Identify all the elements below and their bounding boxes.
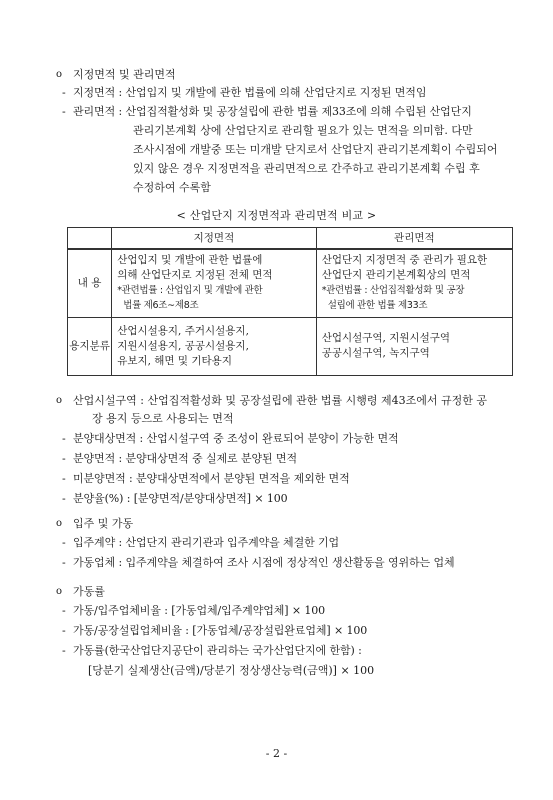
- dash-mark: -: [62, 624, 66, 637]
- section-designated-managed-area: [40, 66, 520, 196]
- table-cell: [112, 317, 317, 375]
- cell-line: 산업시설용지, 주거시설용지,: [117, 324, 249, 337]
- item-text: 있지 않은 경우 지정면적을 관리면적으로 간주하고 관리기본계획 수립 후: [133, 162, 480, 175]
- cell-note: 설립에 관한 법률 제33조: [327, 300, 428, 312]
- row-label: 내 용: [68, 249, 112, 317]
- list-item: - 지정면적 : 산업입지 및 개발에 관한 법률에 의해 산업단지로 지정된 면적임: [62, 86, 427, 99]
- item-text: 입주계약 : 산업단지 관리기관과 입주계약을 체결한 기업: [73, 536, 340, 549]
- item-text: 가동/입주업체비율 : [가동업체/입주계약업체] × 100: [73, 604, 326, 617]
- section-heading: [40, 515, 520, 532]
- heading-text: 산업시설구역 : 산업집적활성화 및 공장설립에 관한 법률 시행령 제43조에서 규정한 공: [73, 394, 487, 407]
- item-text: 가동업체 : 입주계약을 체결하여 조사 시점에 정상적인 생산활동을 영위하는 업체: [73, 556, 455, 569]
- item-label: 지정면적: [73, 86, 116, 99]
- section-heading: [40, 583, 520, 600]
- dash-mark: -: [62, 644, 66, 657]
- cell-line: 유보지, 해면 및 기타용지: [117, 354, 232, 367]
- table-title: < 산업단지 지정면적과 관리면적 비교 >: [176, 209, 377, 222]
- dash-mark: -: [62, 105, 66, 118]
- item-text: 분양율(%) : [분양면적/분양대상면적] × 100: [73, 492, 288, 505]
- item-label: 관리면적: [73, 105, 116, 118]
- item-text: 분양대상면적 : 산업시설구역 중 조성이 완료되어 분양이 가능한 면적: [73, 432, 399, 445]
- cell-line: 산업입지 및 개발에 관한 법률에: [117, 254, 263, 267]
- list-item: [40, 622, 520, 639]
- dash-mark: -: [62, 472, 66, 485]
- list-item: [40, 534, 520, 551]
- dash-mark: -: [62, 556, 66, 569]
- table-header-cell: [68, 228, 112, 250]
- table-header-cell: 지정면적: [112, 228, 317, 250]
- cell-line: 산업단지 지정면적 중 관리가 필요한: [321, 254, 488, 267]
- list-item: [40, 554, 520, 571]
- bullet-mark: o: [56, 395, 63, 406]
- comparison-table: [67, 227, 513, 376]
- dash-mark: -: [62, 432, 66, 445]
- item-text: 수정하여 수록함: [133, 181, 211, 194]
- table-cell: [112, 249, 317, 317]
- list-item: [40, 450, 520, 467]
- row-label: 용지분류: [68, 317, 112, 375]
- list-item: [40, 642, 520, 659]
- section-occupancy-operation: [40, 515, 520, 571]
- cell-note: 법률 제6조∼제8조: [123, 300, 199, 312]
- cell-line: 산업시설구역, 지원시설구역: [321, 332, 451, 344]
- dash-mark: -: [62, 492, 66, 505]
- item-text: 미분양면적 : 분양대상면적에서 분양된 면적을 제외한 면적: [73, 472, 350, 485]
- table-header-row: [68, 228, 513, 250]
- cell-line: 의해 산업단지로 지정된 전체 면적: [117, 269, 273, 282]
- section-heading: [40, 66, 520, 83]
- item-text: 관리기본계획 상에 산업단지로 관리할 필요가 있는 면적을 의미함. 다만: [133, 124, 473, 137]
- cell-note: *관련법률 : 산업집적활성화 및 공장: [321, 285, 465, 297]
- heading-text: 가동률: [73, 585, 105, 598]
- list-item: [40, 602, 520, 619]
- item-text: 조사시점에 개발중 또는 미개발 단지로서 산업단지 관리기본계획이 수립되어: [133, 143, 498, 156]
- table-row: [68, 249, 513, 317]
- cell-line: 공공시설구역, 녹지구역: [321, 347, 430, 359]
- section-heading: [40, 392, 520, 409]
- cell-note: *관련법률 : 산업입지 및 개발에 관한: [117, 285, 263, 297]
- table-header-cell: 관리면적: [316, 228, 512, 250]
- dash-mark: -: [62, 86, 66, 99]
- cell-line: 지원시설용지, 공공시설용지,: [117, 339, 249, 352]
- list-item: - 관리면적 : 산업집적활성화 및 공장설립에 관한 법률 제33조에 의해 수립된 산업단지 관리기본계획 상에 산업단지로 관리할 필요가 있는 면적을 의미함. 다만 조사시점에 개발중 또는 미개발 단지로서 산업단지 관리기본계획이 수립되어 있지 않은 경우 지정면적을 관리면적으로 간주하고 관리기본계획 수립 후 수정하여 수록함: [40, 103, 520, 196]
- page-number: - 2 -: [265, 747, 288, 760]
- item-text: 산업입지 및 개발에 관한 법률에 의해 산업단지로 지정된 면적임: [125, 86, 427, 99]
- dash-mark: -: [62, 536, 66, 549]
- bullet-mark: o: [56, 586, 63, 597]
- bullet-mark: o: [56, 518, 63, 529]
- bullet-mark: o: [56, 69, 63, 80]
- section-operation-rate: [40, 583, 520, 679]
- list-item: [40, 430, 520, 447]
- heading-continuation: 장 용지 등으로 사용되는 면적: [92, 412, 234, 425]
- item-text: 분양면적 : 분양대상면적 중 실제로 분양된 면적: [73, 452, 297, 465]
- dash-mark: -: [62, 604, 66, 617]
- table-row: [68, 317, 513, 375]
- heading-text: 입주 및 가동: [73, 517, 134, 530]
- table-cell: [316, 317, 512, 375]
- list-item: [40, 490, 520, 507]
- item-text: 가동/공장설립업체비율 : [가동업체/공장설립완료업체] × 100: [73, 624, 368, 637]
- section-industrial-zone: [40, 392, 520, 507]
- table-cell: [316, 249, 512, 317]
- list-item: [40, 470, 520, 487]
- item-text: 산업집적활성화 및 공장설립에 관한 법률 제33조에 의해 수립된 산업단지: [125, 105, 472, 118]
- formula-text: [당분기 실제생산(금액)/당분기 정상생산능력(금액)] × 100: [88, 664, 375, 677]
- item-text: 가동률(한국산업단지공단이 관리하는 국가산업단지에 한함) :: [73, 644, 362, 657]
- cell-line: 산업단지 관리기본계획상의 면적: [321, 269, 471, 282]
- dash-mark: -: [62, 452, 66, 465]
- heading-text: 지정면적 및 관리면적: [73, 68, 176, 81]
